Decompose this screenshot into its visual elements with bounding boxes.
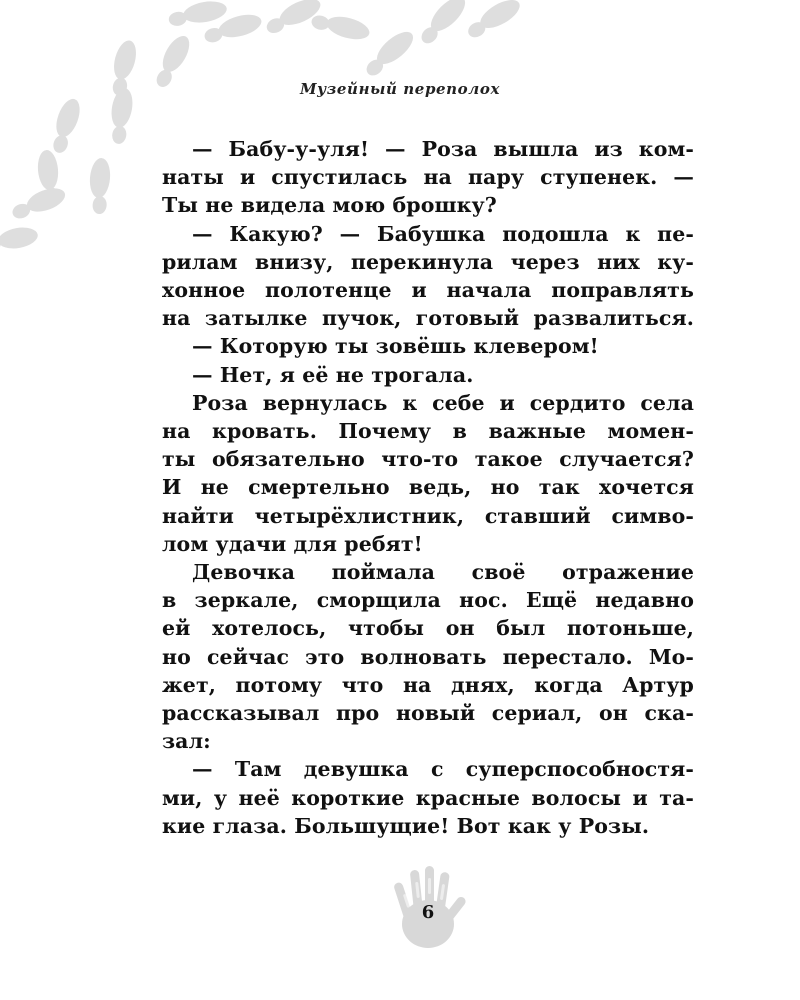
- text-line: — Нет, я её не трогала.: [192, 362, 474, 387]
- text-line: зал:: [162, 729, 211, 754]
- text-line: Ты не видела мою брошку?: [162, 193, 497, 218]
- text-line: ей хотелось, чтобы он был потоньше,: [162, 616, 694, 641]
- text-line: хонное полотенце и начала поправлять: [162, 278, 694, 303]
- page-number: 6: [421, 902, 435, 923]
- text-line: но сейчас это волновать перестало. Мо-: [162, 644, 694, 669]
- text-line: И не смертельно ведь, но так хочется: [162, 475, 694, 500]
- body-text: [162, 135, 694, 840]
- text-line: в зеркале, сморщила нос. Ещё недавно: [162, 588, 694, 613]
- text-line: — Которую ты зовёшь клевером!: [192, 334, 599, 359]
- text-line: ми, у неё короткие красные волосы и та-: [162, 785, 694, 810]
- text-line: ты обязательно что-то такое случается?: [162, 447, 694, 472]
- text-line: найти четырёхлистник, ставший симво-: [162, 503, 694, 528]
- text-line: на затылке пучок, готовый развалиться.: [162, 306, 694, 331]
- text-line: кие глаза. Большущие! Вот как у Розы.: [162, 813, 650, 838]
- text-line: рассказывал про новый сериал, он ска-: [162, 701, 694, 726]
- running-title: Музейный переполох: [299, 80, 501, 98]
- text-line: наты и спустилась на пару ступенек. —: [162, 165, 694, 190]
- text-line: лом удачи для ребят!: [162, 531, 423, 556]
- text-line: — Там девушка с суперспособностя-: [192, 757, 694, 782]
- text-line: — Бабу-у-уля! — Роза вышла из ком-: [192, 137, 694, 161]
- text-line: — Какую? — Бабушка подошла к пе-: [192, 221, 694, 246]
- text-line: Девочка поймала своё отражение: [192, 560, 694, 585]
- text-line: на кровать. Почему в важные момен-: [162, 419, 694, 444]
- text-line: рилам внизу, перекинула через них ку-: [162, 249, 694, 274]
- text-line: Роза вернулась к себе и сердито села: [192, 390, 694, 415]
- text-line: жет, потому что на днях, когда Артур: [162, 672, 694, 697]
